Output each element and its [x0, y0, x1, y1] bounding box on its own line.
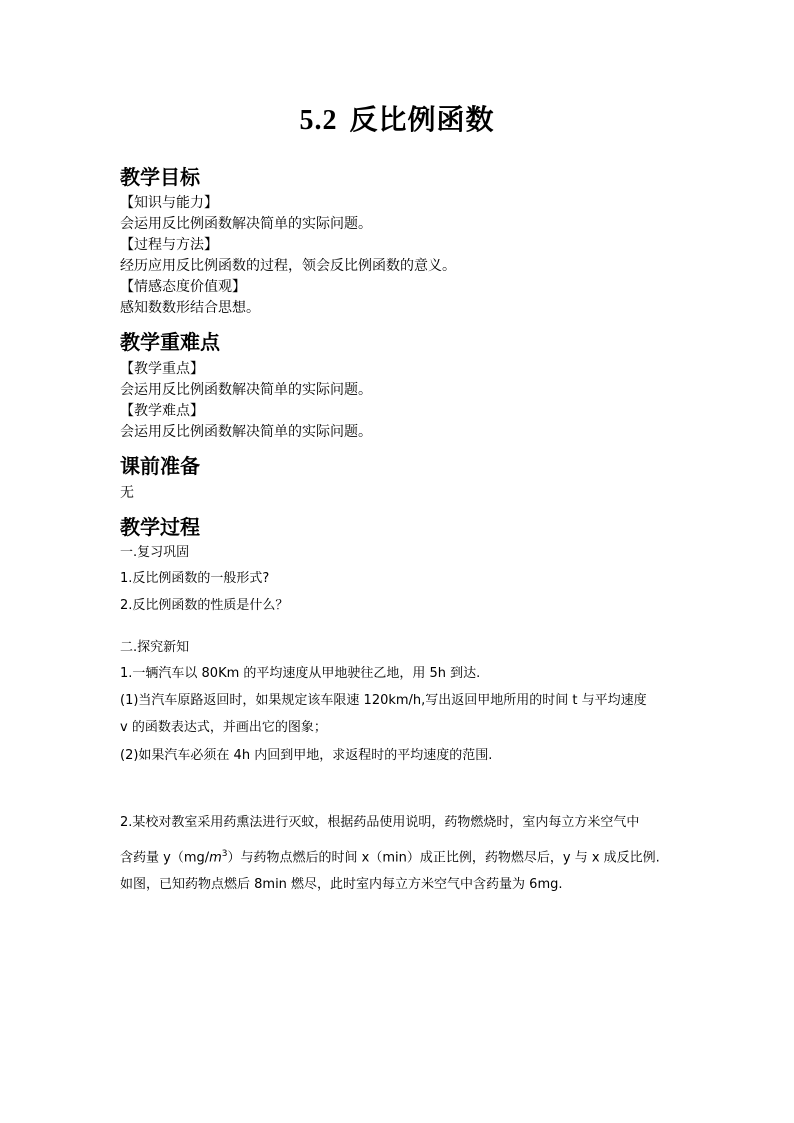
text-difficulty: 会运用反比例函数解决简单的实际问题。	[120, 424, 372, 440]
text-knowledge: 会运用反比例函数解决简单的实际问题。	[120, 216, 372, 232]
page-title	[0, 98, 794, 138]
text-emotion: 感知数数形结合思想。	[120, 300, 260, 316]
example-2-line2-start: 含药量 y（mg/	[120, 850, 210, 866]
question-2: 2.反比例函数的性质是什么？	[120, 598, 289, 613]
example-2-line1: 2.某校对教室采用药熏法进行灭蚊，根据药品使用说明，药物燃烧时，室内每立方米空气中	[120, 815, 640, 830]
label-process: 【过程与方法】	[120, 237, 218, 253]
example-2-line3: 如图，已知药物点燃后 8min 燃尽，此时室内每立方米空气中含药量为 6mg.	[120, 877, 563, 892]
label-difficulty: 【教学难点】	[120, 403, 204, 419]
example-1-part-b: (2)如果汽车必须在 4h 内回到甲地，求返程时的平均速度的范围.	[120, 748, 493, 763]
example-2-line2	[120, 845, 660, 867]
example-1: 1.一辆汽车以 80Km 的平均速度从甲地驶往乙地，用 5h 到达.	[120, 666, 481, 681]
unit-exponent: 3	[221, 849, 228, 859]
text-prep: 无	[120, 485, 134, 501]
section-number: 5.2	[299, 105, 338, 136]
part-review: 一.复习巩固	[120, 545, 190, 560]
example-1-part-a-line1: (1)当汽车原路返回时，如果规定该车限速 120km/h,写出返回甲地所用的时间 t 与平均速度	[120, 693, 647, 708]
title-text: 反比例函数	[349, 103, 495, 136]
question-1: 1.反比例函数的一般形式?	[120, 571, 270, 586]
label-knowledge: 【知识与能力】	[120, 195, 218, 211]
heading-goals: 教学目标	[120, 165, 200, 189]
heading-prep: 课前准备	[120, 454, 200, 478]
label-emotion: 【情感态度价值观】	[120, 279, 246, 295]
example-1-part-a-line2: v 的函数表达式，并画出它的图象；	[120, 720, 327, 735]
heading-process: 教学过程	[120, 515, 200, 539]
heading-keypoints: 教学重难点	[120, 330, 220, 354]
example-2-line2-end: ）与药物点燃后的时间 x（min）成正比例，药物燃尽后，y 与 x 成反比例.	[227, 850, 660, 866]
label-focus: 【教学重点】	[120, 361, 204, 377]
text-process: 经历应用反比例函数的过程，领会反比例函数的意义。	[120, 258, 456, 274]
text-focus: 会运用反比例函数解决简单的实际问题。	[120, 382, 372, 398]
unit-m: m	[209, 850, 222, 866]
part-explore: 二.探究新知	[120, 640, 190, 655]
